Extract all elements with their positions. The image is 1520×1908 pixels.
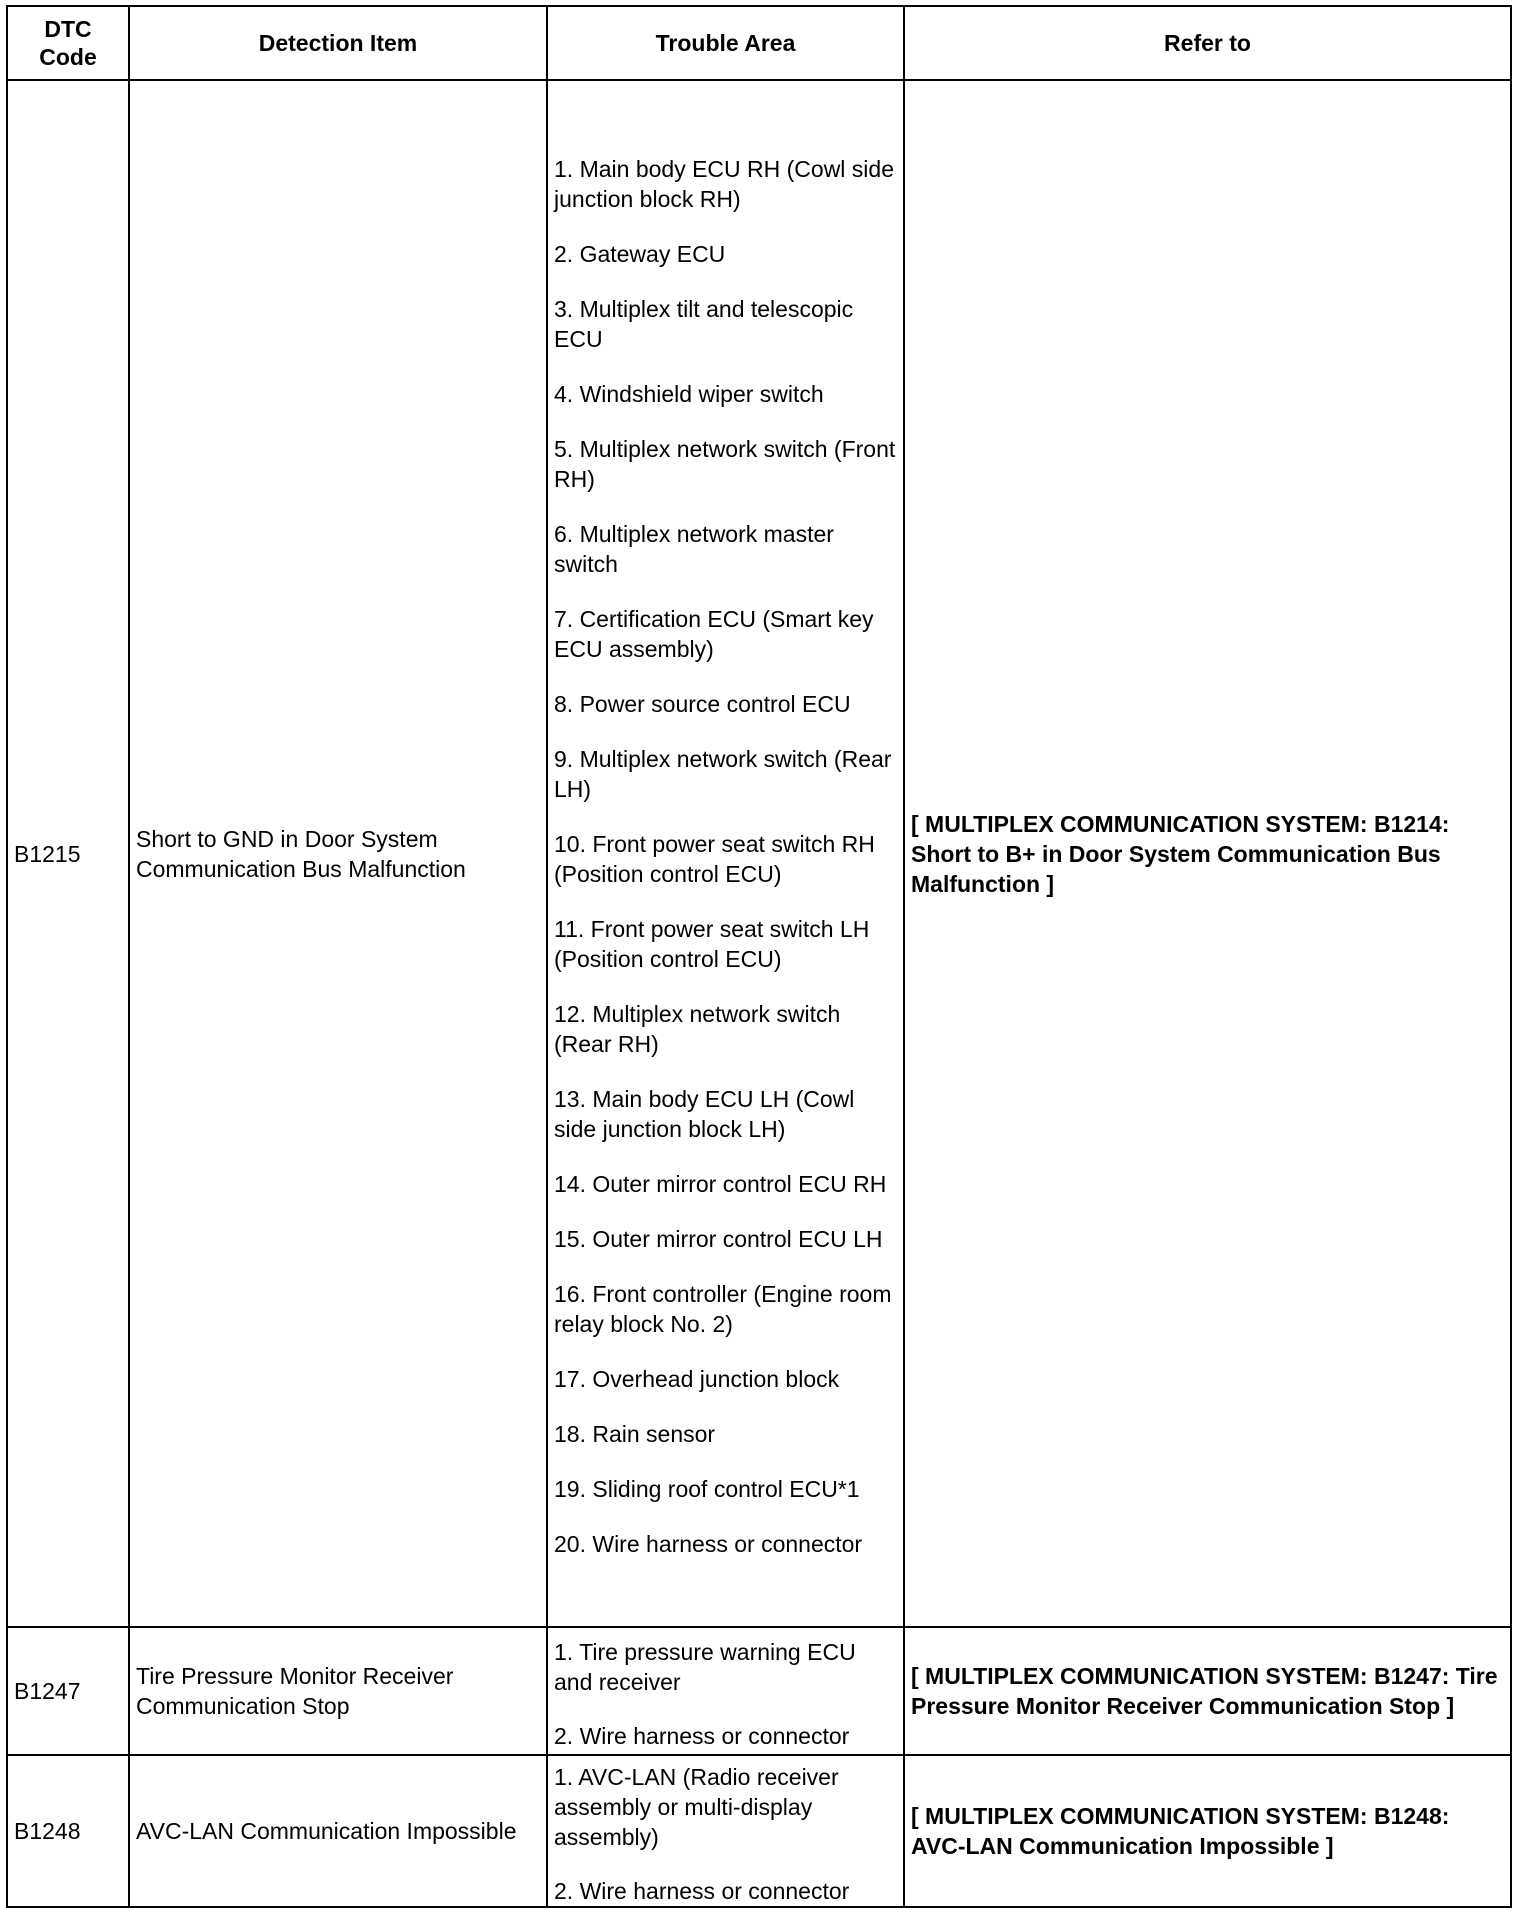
trouble-area-item: 2. Wire harness or connector	[554, 1878, 850, 1904]
trouble-area-item: 2. Gateway ECU	[554, 241, 726, 267]
trouble-area-item: 1. AVC-LAN (Radio receiver assembly or multi-display assembly)	[554, 1764, 839, 1850]
table-row	[7, 1755, 1511, 1907]
header-dtc-code: DTC Code	[7, 6, 129, 80]
table-row	[7, 80, 1511, 1627]
header-trouble-area: Trouble Area	[547, 6, 904, 80]
trouble-area-item: 1. Main body ECU RH (Cowl side junction block RH)	[554, 156, 895, 212]
trouble-area-cell	[547, 80, 904, 1627]
refer-to-cell: [ MULTIPLEX COMMUNICATION SYSTEM: B1248: AVC-LAN Communication Impossible ]	[904, 1755, 1511, 1907]
trouble-area-item: 14. Outer mirror control ECU RH	[554, 1171, 887, 1197]
trouble-area-item: 2. Wire harness or connector	[554, 1723, 850, 1749]
trouble-area-item: 11. Front power seat switch LH (Position control ECU)	[554, 916, 870, 972]
trouble-area-item: 3. Multiplex tilt and telescopic ECU	[554, 296, 854, 352]
trouble-area-item: 8. Power source control ECU	[554, 691, 851, 717]
table-row	[7, 1627, 1511, 1755]
trouble-area-item: 18. Rain sensor	[554, 1421, 716, 1447]
detection-item-cell: Short to GND in Door System Communication Bus Malfunction	[129, 80, 547, 1627]
trouble-area-item: 16. Front controller (Engine room relay block No. 2)	[554, 1281, 892, 1337]
trouble-area-item: 17. Overhead junction block	[554, 1366, 840, 1392]
trouble-area-item: 15. Outer mirror control ECU LH	[554, 1226, 883, 1252]
header-refer-to: Refer to	[904, 6, 1511, 80]
detection-item-cell: Tire Pressure Monitor Receiver Communication Stop	[129, 1627, 547, 1755]
trouble-area-item: 19. Sliding roof control ECU*1	[554, 1476, 860, 1502]
trouble-area-item: 13. Main body ECU LH (Cowl side junction block LH)	[554, 1086, 855, 1142]
trouble-area-item: 5. Multiplex network switch (Front RH)	[554, 436, 896, 492]
refer-to-cell: [ MULTIPLEX COMMUNICATION SYSTEM: B1214: Short to B+ in Door System Communication Bus Malfunction ]	[904, 80, 1511, 1627]
dtc-code-cell: B1215	[7, 80, 129, 1627]
trouble-area-item: 6. Multiplex network master switch	[554, 521, 834, 577]
trouble-area-item: 20. Wire harness or connector	[554, 1531, 863, 1557]
header-row	[7, 6, 1511, 80]
trouble-area-cell	[547, 1627, 904, 1755]
trouble-area-item: 7. Certification ECU (Smart key ECU assembly)	[554, 606, 874, 662]
trouble-area-item: 4. Windshield wiper switch	[554, 381, 824, 407]
trouble-area-item: 10. Front power seat switch RH (Position control ECU)	[554, 831, 875, 887]
dtc-table	[6, 5, 1512, 1908]
dtc-code-cell: B1247	[7, 1627, 129, 1755]
trouble-area-item: 1. Tire pressure warning ECU and receiver	[554, 1639, 856, 1695]
refer-to-cell: [ MULTIPLEX COMMUNICATION SYSTEM: B1247: Tire Pressure Monitor Receiver Communication Stop ]	[904, 1627, 1511, 1755]
detection-item-cell: AVC-LAN Communication Impossible	[129, 1755, 547, 1907]
trouble-area-item: 9. Multiplex network switch (Rear LH)	[554, 746, 892, 802]
dtc-code-cell: B1248	[7, 1755, 129, 1907]
trouble-area-cell	[547, 1755, 904, 1907]
header-detection-item: Detection Item	[129, 6, 547, 80]
trouble-area-item: 12. Multiplex network switch (Rear RH)	[554, 1001, 841, 1057]
